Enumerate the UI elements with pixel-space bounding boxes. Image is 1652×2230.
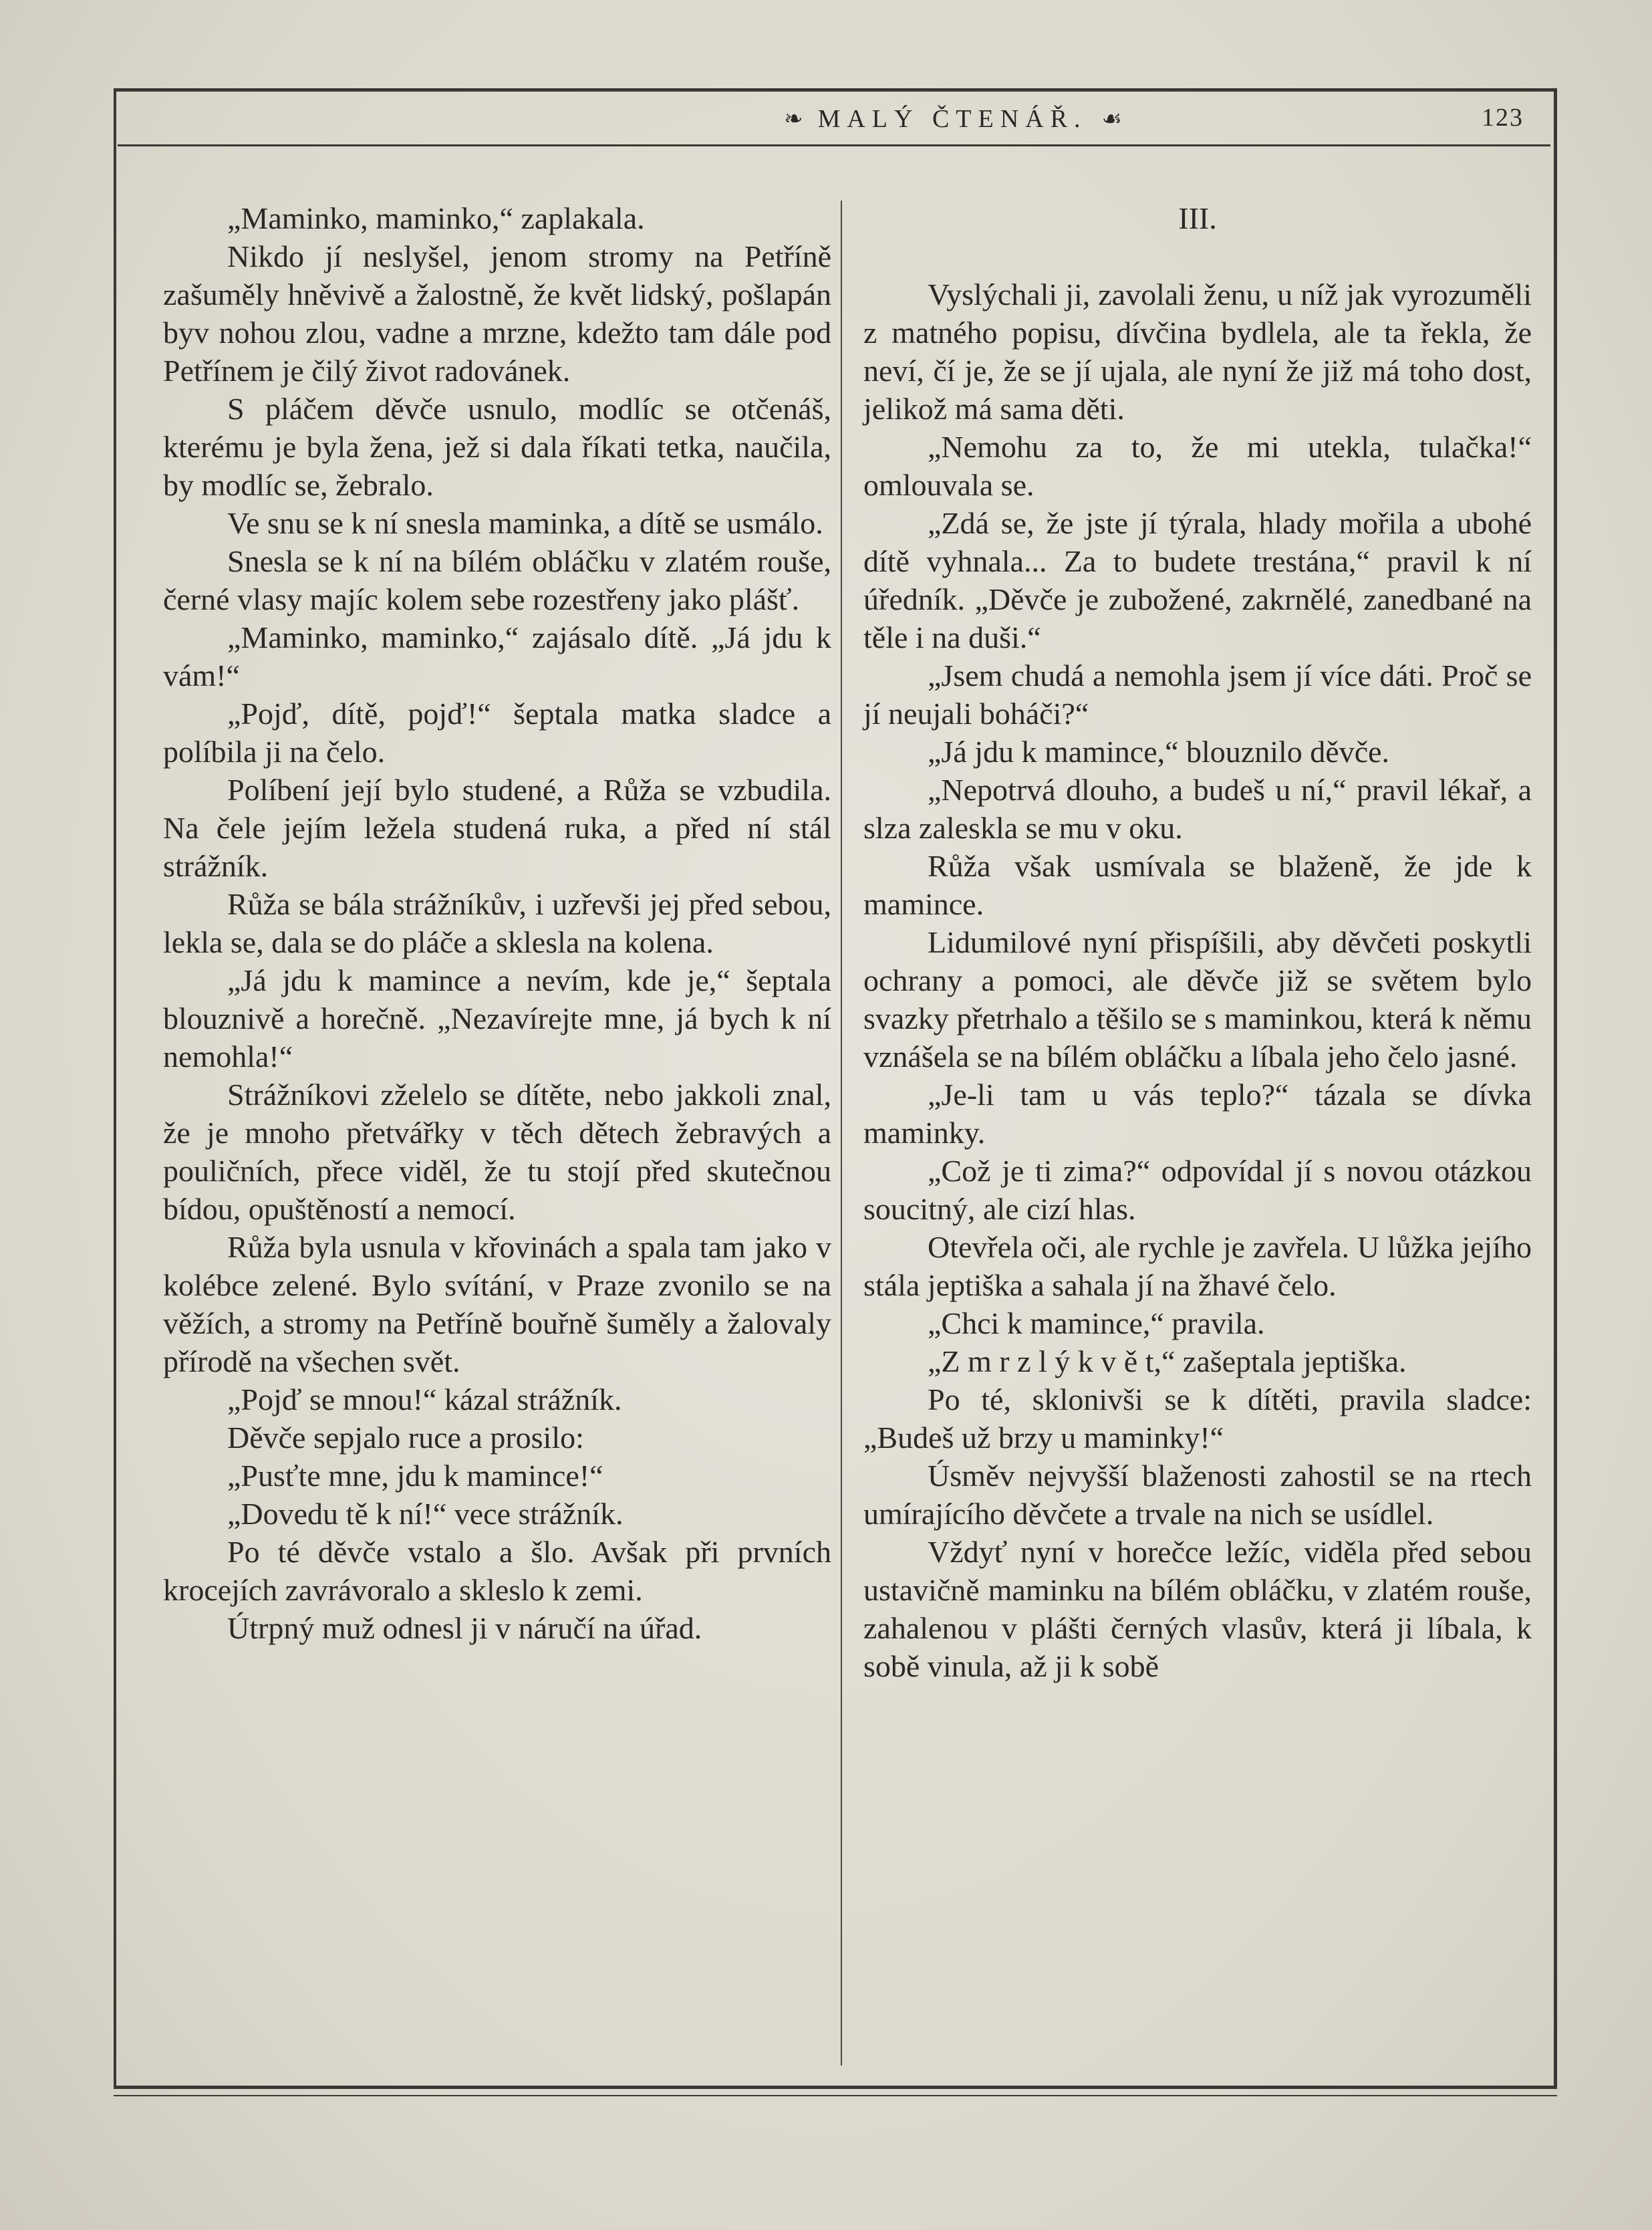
journal-title: MALÝ ČTENÁŘ.	[817, 105, 1087, 133]
paragraph: Lidumilové nyní přispíšili, aby děvčeti poskytli ochrany a pomoci, ale děvče již se světem bylo svazky přetrhalo a těšilo se s maminkou, která k němu vznášela se na bílém obláčku a líbala jeho čelo jasné.	[863, 925, 1532, 1074]
section-heading: III.	[1178, 201, 1217, 235]
paragraph: Vždyť nyní v horečce ležíc, viděla před sebou ustavičně maminku na bílém obláčku, v zlatém rouše, zahalenou v plášti černých vlasův, která ji líbala, k sobě vinula, až ji k sobě	[863, 1535, 1532, 1683]
paragraph: Ve snu se k ní snesla maminka, a dítě se usmálo.	[227, 506, 823, 540]
frame-bottom-thin-rule	[114, 2095, 1557, 2096]
paragraph: Snesla se k ní na bílém obláčku v zlatém rouše, černé vlasy majíc kolem sebe rozestřeny jako plášť.	[163, 544, 831, 616]
paragraph: „Dovedu tě k ní!“ vece strážník.	[227, 1497, 624, 1531]
paragraph: „Nemohu za to, že mi utekla, tulačka!“ omlouvala se.	[863, 430, 1532, 502]
running-header	[118, 94, 1550, 146]
paragraph: „Jsem chudá a nemohla jsem jí více dáti. Proč se jí neujali boháči?“	[863, 658, 1532, 731]
paragraph: Nikdo jí neslyšel, jenom stromy na Petříně zašuměly hněvivě a žalostně, že květ lidský, pošlapán byv nohou zlou, vadne a mrzne, kdežto tam dále pod Petřínem je čilý život radovánek.	[163, 239, 831, 388]
left-column	[163, 199, 831, 1647]
paragraph: „Zdá se, že jste jí týrala, hlady mořila a ubohé dítě vyhnala... Za to budete trestána,“ pravil k ní úředník. „Děvče je zubožené, zakrnělé, zanedbané na těle i na duši.“	[863, 506, 1532, 654]
page-number: 123	[1482, 104, 1524, 132]
paragraph: „Pusťte mne, jdu k mamince!“	[227, 1459, 603, 1493]
paragraph: „Pojď se mnou!“ kázal strážník.	[227, 1382, 622, 1416]
paragraph: „Já jdu k mamince a nevím, kde je,“ šeptala blouznivě a horečně. „Nezavírejte mne, já bych k ní nemohla!“	[163, 963, 831, 1074]
paragraph: Po té, sklonivši se k dítěti, pravila sladce: „Budeš už brzy u maminky!“	[863, 1382, 1532, 1455]
paragraph: Strážníkovi zželelo se dítěte, nebo jakkoli znal, že je mnoho přetvářky v těch dětech žebravých a pouličních, přece viděl, že tu stojí před skutečnou bídou, opuštěností a nemocí.	[163, 1078, 831, 1226]
paragraph: Růža byla usnula v křovinách a spala tam jako v kolébce zelené. Bylo svítání, v Praze zvonilo se na věžích, a stromy na Petříně bouřně šuměly a žalovaly přírodě na všechen svět.	[163, 1230, 831, 1378]
paragraph: Políbení její bylo studené, a Růža se vzbudila. Na čele jejím ležela studená ruka, a před ní stál strážník.	[163, 773, 831, 883]
paragraph: Po té děvče vstalo a šlo. Avšak při prvních krocejích zavrávoralo a skleslo k zemi.	[163, 1535, 831, 1607]
paragraph: „Maminko, maminko,“ zaplakala.	[227, 201, 645, 235]
ornament-right-icon: ☙	[1101, 107, 1122, 132]
paragraph: Růža však usmívala se blaženě, že jde k mamince.	[863, 849, 1532, 921]
paragraph: „Já jdu k mamince,“ blouznilo děvče.	[928, 735, 1390, 769]
frame-top-rule	[114, 88, 1557, 92]
paragraph: Otevřela oči, ale rychle je zavřela. U lůžka jejího stála jeptiška a sahala jí na žhavé čelo.	[863, 1230, 1532, 1302]
header-title-group	[719, 100, 1187, 138]
paragraph: Děvče sepjalo ruce a prosilo:	[227, 1420, 584, 1455]
paragraph: „Pojď, dítě, pojď!“ šeptala matka sladce a políbila ji na čelo.	[163, 697, 831, 769]
paragraph: „Nepotrvá dlouho, a budeš u ní,“ pravil lékař, a slza zaleskla se mu v oku.	[863, 773, 1532, 845]
frame-left-rule	[114, 88, 116, 2087]
paragraph: „Je-li tam u vás teplo?“ tázala se dívka maminky.	[863, 1078, 1532, 1150]
frame-right-rule	[1554, 88, 1557, 2087]
paragraph: „Maminko, maminko,“ zajásalo dítě. „Já jdu k vám!“	[163, 620, 831, 693]
frame-bottom-rule	[114, 2086, 1557, 2089]
paragraph: Úsměv nejvyšší blaženosti zahostil se na rtech umírajícího děvčete a trvale na nich se usídlel.	[863, 1459, 1532, 1531]
column-divider	[841, 201, 842, 2066]
paragraph: Vyslýchali ji, zavolali ženu, u níž jak vyrozuměli z matného popisu, dívčina bydlela, ale ta řekla, že neví, čí je, že se jí ujala, ale nyní že již má toho dost, jelikož má sama děti.	[863, 277, 1532, 426]
ornament-left-icon: ❧	[784, 107, 803, 132]
right-column	[863, 199, 1532, 1685]
paragraph: Útrpný muž odnesl ji v náručí na úřad.	[227, 1611, 702, 1645]
paragraph: „Z m r z l ý k v ě t,“ zašeptala jeptiška.	[928, 1344, 1407, 1378]
paragraph: „Což je ti zima?“ odpovídal jí s novou otázkou soucitný, ale cizí hlas.	[863, 1154, 1532, 1226]
paragraph: „Chci k mamince,“ pravila.	[928, 1306, 1265, 1340]
paragraph: S pláčem děvče usnulo, modlíc se otčenáš, kterému je byla žena, jež si dala říkati tetka, naučila, by modlíc se, žebralo.	[163, 392, 831, 502]
paragraph: Růža se bála strážníkův, i uzřevši jej před sebou, lekla se, dala se do pláče a sklesla na kolena.	[163, 887, 831, 959]
